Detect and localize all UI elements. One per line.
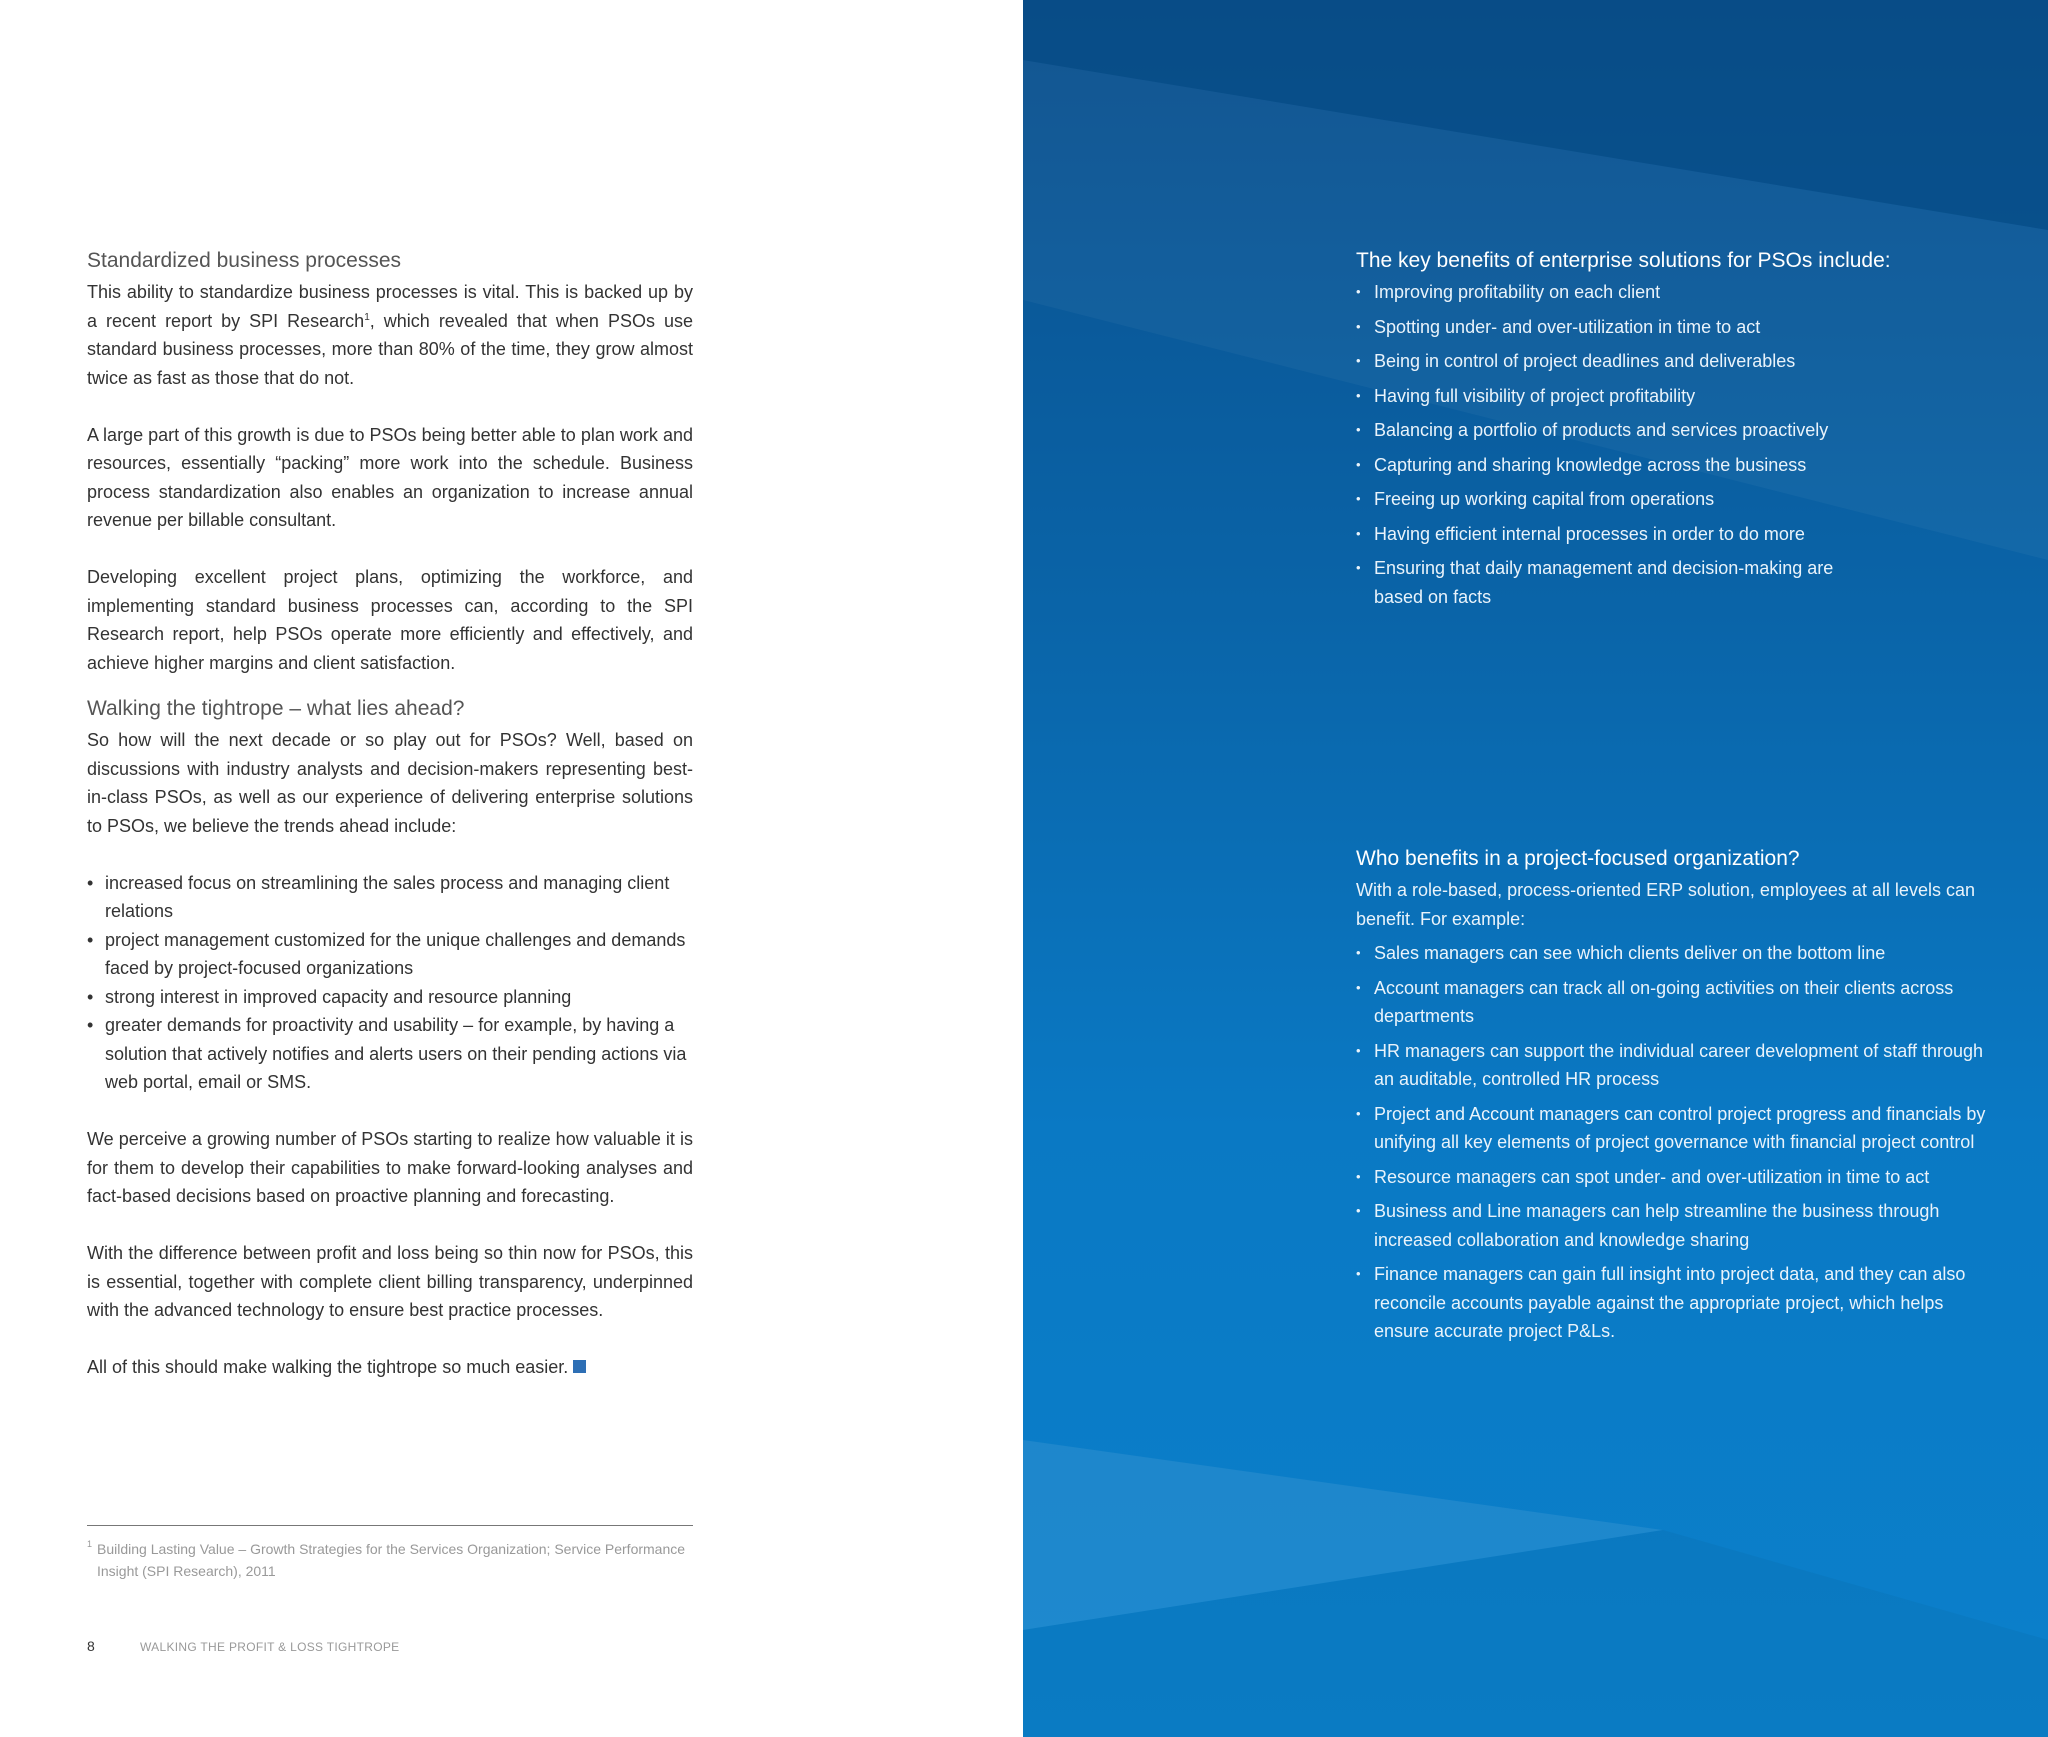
footnote-reference: 1 — [364, 311, 370, 323]
list-item: • Having full visibility of project profitability — [1356, 382, 1986, 411]
bullet-icon: • — [1356, 422, 1361, 437]
list-item: • Freeing up working capital from operations — [1356, 485, 1986, 514]
bullet-icon: • — [87, 929, 94, 950]
paragraph-text: This ability to standardize business processes is vital. This is backed up by a recent report by SPI Research — [87, 282, 693, 331]
footnote-divider — [87, 1525, 693, 1526]
section-heading-tightrope: Walking the tightrope – what lies ahead? — [87, 697, 465, 720]
bullet-icon: • — [1356, 284, 1361, 299]
bullet-icon: • — [1356, 1168, 1361, 1184]
list-item: • Sales managers can see which clients deliver on the bottom line — [1356, 939, 1986, 968]
bullet-icon: • — [1356, 353, 1361, 368]
list-item: • Being in control of project deadlines and deliverables — [1356, 347, 1986, 376]
footnote-number: 1 — [87, 1539, 93, 1549]
section-heading-standardized: Standardized business processes — [87, 249, 402, 272]
paragraph: So how will the next decade or so play out for PSOs? Well, based on discussions with industry analysts and decision-makers representing best-in-class PSOs, as well as our experience of delivering enterprise solutions to PSOs, we believe the trends ahead include: — [87, 730, 693, 836]
benefits-block — [1356, 247, 1986, 617]
list-item: • Having efficient internal processes in order to do more — [1356, 520, 1986, 549]
paragraph — [87, 1353, 693, 1382]
list-item: • Improving profitability on each client — [1356, 278, 1986, 307]
bullet-icon: • — [1356, 1266, 1361, 1281]
left-text-column — [87, 247, 693, 1410]
page-number: 8 — [87, 1638, 95, 1654]
benefits-list — [1356, 278, 1986, 611]
list-item: • Resource managers can spot under- and over-utilization in time to act — [1356, 1163, 1986, 1192]
paragraph: A large part of this growth is due to PSOs being better able to plan work and resources, essentially “packing” more work into the schedule. Business process standardization also enables an organization to increase annual revenue per billable consultant. — [87, 424, 693, 530]
list-item: • Project and Account managers can control project progress and financials by unifying all key elements of project governance with financial project control — [1356, 1100, 1986, 1157]
list-item: • Ensuring that daily management and decision-making are based on facts — [1356, 554, 1986, 611]
bullet-icon: • — [1356, 1105, 1361, 1121]
list-item: • Business and Line managers can help streamline the business through increased collaboration and knowledge sharing — [1356, 1197, 1986, 1254]
bullet-icon: • — [1356, 979, 1361, 995]
who-benefits-list — [1356, 939, 1986, 1346]
right-page — [1023, 0, 2048, 1737]
bullet-icon: • — [1356, 387, 1361, 403]
running-title: WALKING THE PROFIT & LOSS TIGHTROPE — [140, 1640, 400, 1654]
bullet-icon: • — [1356, 945, 1361, 960]
bullet-icon: • — [1356, 1042, 1361, 1058]
bullet-icon: • — [87, 1015, 94, 1035]
list-item: • Account managers can track all on-going activities on their clients across departments — [1356, 974, 1986, 1031]
who-benefits-intro: With a role-based, process-oriented ERP solution, employees at all levels can benefit. For example: — [1356, 880, 1975, 929]
footnote — [87, 1538, 693, 1582]
bullet-icon: • — [1356, 560, 1361, 575]
list-item: • Capturing and sharing knowledge across the business — [1356, 451, 1986, 480]
bullet-icon: • — [1356, 491, 1361, 506]
benefits-heading: The key benefits of enterprise solutions for PSOs include: — [1356, 249, 1891, 272]
list-item: • Finance managers can gain full insight into project data, and they can also reconcile accounts payable against the appropriate project, which helps ensure accurate project P&Ls. — [1356, 1260, 1986, 1346]
trends-list — [87, 869, 693, 1097]
list-item: • HR managers can support the individual career development of staff through an auditable, controlled HR process — [1356, 1037, 1986, 1094]
left-page — [0, 0, 1023, 1737]
bullet-icon: • — [1356, 456, 1361, 472]
list-item: • Spotting under- and over-utilization in time to act — [1356, 313, 1986, 342]
bullet-icon: • — [1356, 318, 1361, 334]
list-item: • greater demands for proactivity and usability – for example, by having a solution that actively notifies and alerts users on their pending actions via web portal, email or SMS. — [87, 1011, 693, 1097]
closing-sentence: All of this should make walking the tightrope so much easier. — [87, 1357, 569, 1377]
list-item: • increased focus on streamlining the sales process and managing client relations — [87, 869, 693, 926]
bullet-icon: • — [87, 986, 94, 1007]
list-item: • Balancing a portfolio of products and services proactively — [1356, 416, 1986, 445]
list-item: • strong interest in improved capacity and resource planning — [87, 983, 693, 1012]
bullet-icon: • — [1356, 1203, 1361, 1218]
paragraph: We perceive a growing number of PSOs starting to realize how valuable it is for them to develop their capabilities to make forward-looking analyses and fact-based decisions based on proactive planning and forecasting. — [87, 1129, 693, 1206]
who-benefits-block — [1356, 845, 1986, 1352]
who-benefits-heading: Who benefits in a project-focused organization? — [1356, 847, 1800, 870]
paragraph — [87, 278, 693, 392]
paragraph: With the difference between profit and loss being so thin now for PSOs, this is essential, together with complete client billing transparency, underpinned with the advanced technology to ensure best practice processes. — [87, 1243, 693, 1320]
list-item: • project management customized for the unique challenges and demands faced by project-focused organizations — [87, 926, 693, 983]
bullet-icon: • — [87, 872, 94, 893]
paragraph-text: , which revealed that when PSOs use standard business processes, more than 80% of the time, they grow almost twice as fast as those that do not. — [87, 310, 694, 388]
end-square-icon — [573, 1360, 586, 1373]
paragraph: Developing excellent project plans, optimizing the workforce, and implementing standard business processes can, according to the SPI Research report, help PSOs operate more efficiently and effectively, and achieve higher margins and client satisfaction. — [87, 567, 693, 673]
bullet-icon: • — [1356, 525, 1361, 541]
footnote-text: Building Lasting Value – Growth Strategies for the Services Organization; Service Performance Insight (SPI Research), 2011 — [97, 1541, 686, 1579]
